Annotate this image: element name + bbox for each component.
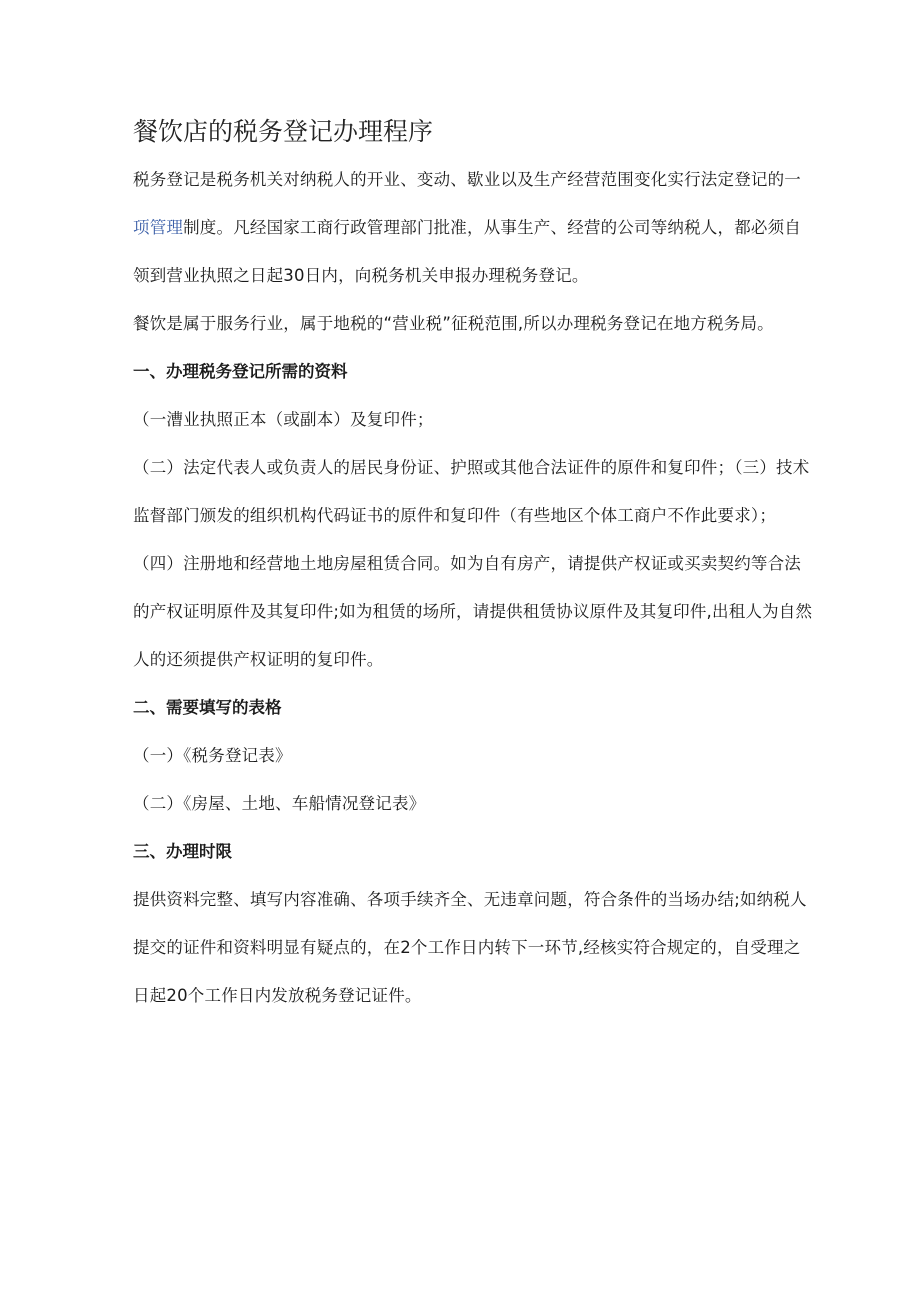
section1-item-3: （四）注册地和经营地土地房屋租赁合同。如为自有房产，请提供产权证或买卖契约等合法的产权证明原件及其复印件;如为租赁的场所，请提供租赁协议原件及其复印件,出租人为自然人的还须提供产权证明的复印件。	[133, 554, 813, 669]
section1-item-2: （二）法定代表人或负责人的居民身份证、护照或其他合法证件的原件和复印件；（三）技术监督部门颁发的组织机构代码证书的原件和复印件（有些地区个体工商户不作此要求）；	[133, 458, 810, 525]
document-title: 餐饮店的税务登记办理程序	[133, 117, 434, 146]
section1-item-1: （一漕业执照正本（或副本）及复印件；	[133, 410, 434, 429]
intro-paragraph	[133, 156, 813, 300]
intro-text-part1: 税务登记是税务机关对纳税人的开业、变动、歇业以及生产经营范围变化实行法定登记的一	[133, 170, 801, 189]
service-paragraph: 餐饮是属于服务行业，属于地税的“营业税”征税范围,所以办理税务登记在地方税务局。	[133, 314, 774, 333]
section2-item-1: （一）《税务登记表》	[133, 746, 292, 765]
section2-heading: 二、需要填写的表格	[133, 698, 282, 717]
intro-text-part2: 制度。凡经国家工商行政管理部门批准，从事生产、经营的公司等纳税人，都必须自领到营业执照之日起30日内，向税务机关申报办理税务登记。	[133, 218, 802, 285]
section1-heading: 一、办理税务登记所需的资料	[133, 362, 348, 381]
section2-item-2: （二）《房屋、土地、车船情况登记表》	[133, 794, 426, 813]
section3-text: 提供资料完整、填写内容准确、各项手续齐全、无违章问题，符合条件的当场办结;如纳税人提交的证件和资料明显有疑点的，在2个工作日内转下一环节,经核实符合规定的，自受理之日起20个工作日内发放税务登记证件。	[133, 890, 807, 1005]
management-link[interactable]: 项管理	[133, 218, 184, 237]
section3-heading: 三、办理时限	[133, 842, 232, 861]
document-page	[133, 112, 813, 1020]
